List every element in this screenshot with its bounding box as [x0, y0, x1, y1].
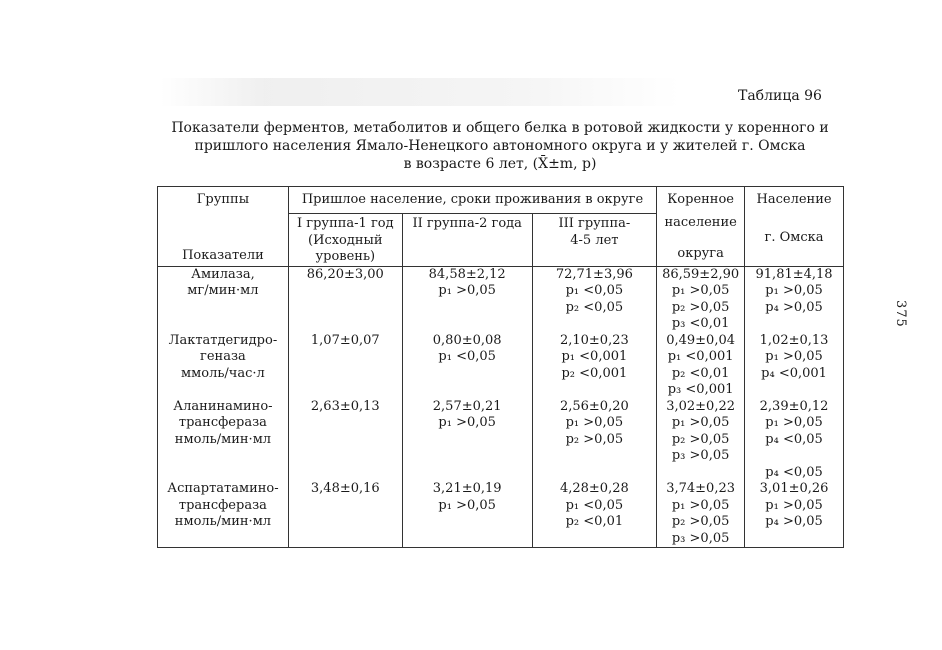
header-indicators: Показатели [182, 248, 264, 263]
cell-p-value: p₁ >0,05 [765, 415, 823, 430]
cell-group-3 [532, 266, 657, 333]
cell-group-2 [402, 333, 532, 399]
indicator-name-line: нмоль/мин·мл [174, 431, 272, 447]
cell-p-value: p₁ >0,05 [765, 497, 823, 513]
cell-value: 2,10±0,23 [559, 332, 629, 348]
enzyme-table [157, 186, 844, 548]
cell-p-value: p₁ >0,05 [671, 283, 730, 298]
cell-value: 2,39±0,12 [759, 398, 829, 414]
cell-p-value: p₄ <0,05 [765, 464, 823, 480]
cell-value: 86,59±2,90 [662, 266, 740, 282]
indicator-name-line: трансфераза [178, 415, 267, 430]
cell-indigenous [657, 266, 745, 333]
header-row-top [158, 187, 844, 214]
caption-line: пришлого населения Ямало-Ненецкого автономного округа и у жителей г. Омска [194, 138, 806, 154]
indicator-name [158, 399, 289, 482]
table-row [158, 399, 844, 482]
header-group-2 [402, 214, 532, 267]
cell-omsk [745, 399, 844, 482]
indicator-name-line: Амилаза, [191, 266, 255, 282]
indicator-name-line: Лактатдегидро- [168, 332, 278, 348]
cell-omsk [745, 266, 844, 333]
indicator-name-line: Аланинамино- [173, 398, 273, 414]
header-group-3 [532, 214, 657, 267]
cell-p-value: p₁ <0,05 [565, 283, 624, 298]
indicator-name-line: Аспартатамино- [167, 481, 279, 496]
cell-p-value: p₂ <0,01 [565, 514, 624, 529]
cell-p-value: p₁ >0,05 [438, 497, 496, 513]
cell-value: 0,49±0,04 [666, 332, 736, 348]
cell-p-value: p₄ <0,001 [761, 365, 827, 381]
cell-value: 3,01±0,26 [759, 481, 829, 496]
cell-p-value: p₁ >0,05 [765, 349, 823, 364]
cell-indigenous [657, 399, 745, 482]
table-row [158, 266, 844, 333]
indicator-name-line: геназа [200, 349, 246, 364]
cell-value: 1,02±0,13 [759, 332, 829, 348]
cell-p-value: p₁ >0,05 [765, 283, 823, 298]
cell-indigenous [657, 333, 745, 399]
cell-p-value: p₂ >0,05 [671, 431, 730, 447]
cell-value: 3,74±0,23 [666, 481, 736, 496]
cell-group-2 [402, 481, 532, 548]
cell-value: 4,28±0,28 [559, 481, 629, 496]
cell-group-1 [288, 333, 402, 399]
cell-group-1 [288, 266, 402, 333]
header-indigenous-line: население [664, 214, 737, 230]
indicator-name [158, 266, 289, 333]
caption-line: в возрасте 6 лет, (X̄±m, p) [403, 156, 597, 172]
header-group-1-line: (Исходный [308, 232, 383, 248]
page-number: 375 [893, 300, 908, 328]
cell-p-value: p₃ >0,05 [671, 448, 730, 463]
header-groups: Группы [196, 192, 250, 207]
cell-indigenous [657, 481, 745, 548]
indicator-name-line: трансфераза [178, 497, 267, 513]
cell-p-value: p₁ <0,001 [561, 349, 628, 364]
header-group-1-line: I группа-1 год [297, 216, 394, 231]
header-omsk-line: Население [756, 192, 832, 207]
indicator-name-line: мг/мин·мл [187, 283, 259, 298]
cell-group-1 [288, 399, 402, 482]
cell-group-2 [402, 266, 532, 333]
header-group-2-line: II группа-2 года [412, 216, 522, 231]
table-number: Таблица 96 [738, 88, 822, 104]
header-indigenous [657, 187, 745, 267]
table-caption [160, 119, 840, 173]
cell-value: 3,21±0,19 [432, 481, 502, 496]
cell-p-value: p₂ <0,01 [671, 365, 730, 381]
cell-p-value: p₁ <0,05 [438, 349, 496, 364]
cell-value: 3,48±0,16 [310, 481, 380, 496]
cell-group-3 [532, 399, 657, 482]
cell-p-value: p₁ >0,05 [671, 497, 730, 513]
caption-line: Показатели ферментов, метаболитов и общего белка в ротовой жидкости у коренного и [171, 120, 829, 136]
header-group-1-line: уровень) [315, 249, 376, 264]
table-row [158, 481, 844, 548]
cell-p-value: p₂ >0,05 [565, 431, 624, 447]
cell-p-value: p₁ <0,05 [565, 497, 624, 513]
cell-value: 2,56±0,20 [559, 398, 629, 414]
cell-group-1 [288, 481, 402, 548]
indicator-name-line: нмоль/мин·мл [174, 514, 272, 529]
cell-omsk [745, 481, 844, 548]
cell-p-value: p₁ >0,05 [671, 415, 730, 430]
cell-value: 72,71±3,96 [555, 266, 633, 282]
cell-p-value: p₁ >0,05 [438, 283, 496, 298]
cell-p-value: p₁ >0,05 [565, 415, 624, 430]
header-omsk-line: г. Омска [764, 229, 824, 245]
cell-p-value: p₂ >0,05 [671, 514, 730, 529]
cell-value: 91,81±4,18 [755, 266, 833, 282]
cell-value: 3,02±0,22 [666, 398, 736, 414]
cell-p-value: p₂ <0,001 [561, 365, 628, 381]
indicator-name-line: ммоль/час·л [181, 365, 265, 381]
cell-p-value: p₁ >0,05 [438, 415, 496, 430]
cell-p-value: p₄ >0,05 [765, 299, 823, 315]
cell-p-value: p₄ >0,05 [765, 514, 823, 529]
cell-p-value: p₃ >0,05 [671, 530, 730, 546]
cell-value: 2,63±0,13 [310, 398, 380, 414]
cell-p-value: p₁ <0,001 [667, 349, 734, 364]
header-indigenous-line: округа [677, 246, 724, 261]
cell-value: 2,57±0,21 [432, 398, 502, 414]
cell-gap [749, 448, 839, 465]
header-omsk [745, 187, 844, 267]
header-group-3-line: III группа- [558, 216, 631, 231]
indicator-name [158, 333, 289, 399]
cell-value: 86,20±3,00 [306, 266, 384, 282]
indicator-name [158, 481, 289, 548]
scan-shadow [160, 78, 680, 106]
cell-group-3 [532, 481, 657, 548]
header-migrant-span: Пришлое население, сроки проживания в округе [288, 187, 656, 214]
cell-p-value: p₄ <0,05 [765, 431, 823, 447]
cell-p-value: p₃ <0,001 [667, 382, 734, 397]
cell-p-value: p₂ >0,05 [671, 299, 730, 315]
cell-p-value: p₃ <0,01 [671, 316, 730, 331]
header-group-3-line: 4-5 лет [570, 232, 619, 248]
cell-group-2 [402, 399, 532, 482]
cell-omsk [745, 333, 844, 399]
cell-p-value: p₂ <0,05 [565, 299, 624, 315]
cell-value: 84,58±2,12 [428, 266, 506, 282]
header-group-1 [288, 214, 402, 267]
cell-group-3 [532, 333, 657, 399]
cell-value: 0,80±0,08 [432, 332, 502, 348]
table-row [158, 333, 844, 399]
cell-value: 1,07±0,07 [310, 332, 380, 348]
header-indigenous-line: Коренное [667, 192, 734, 207]
